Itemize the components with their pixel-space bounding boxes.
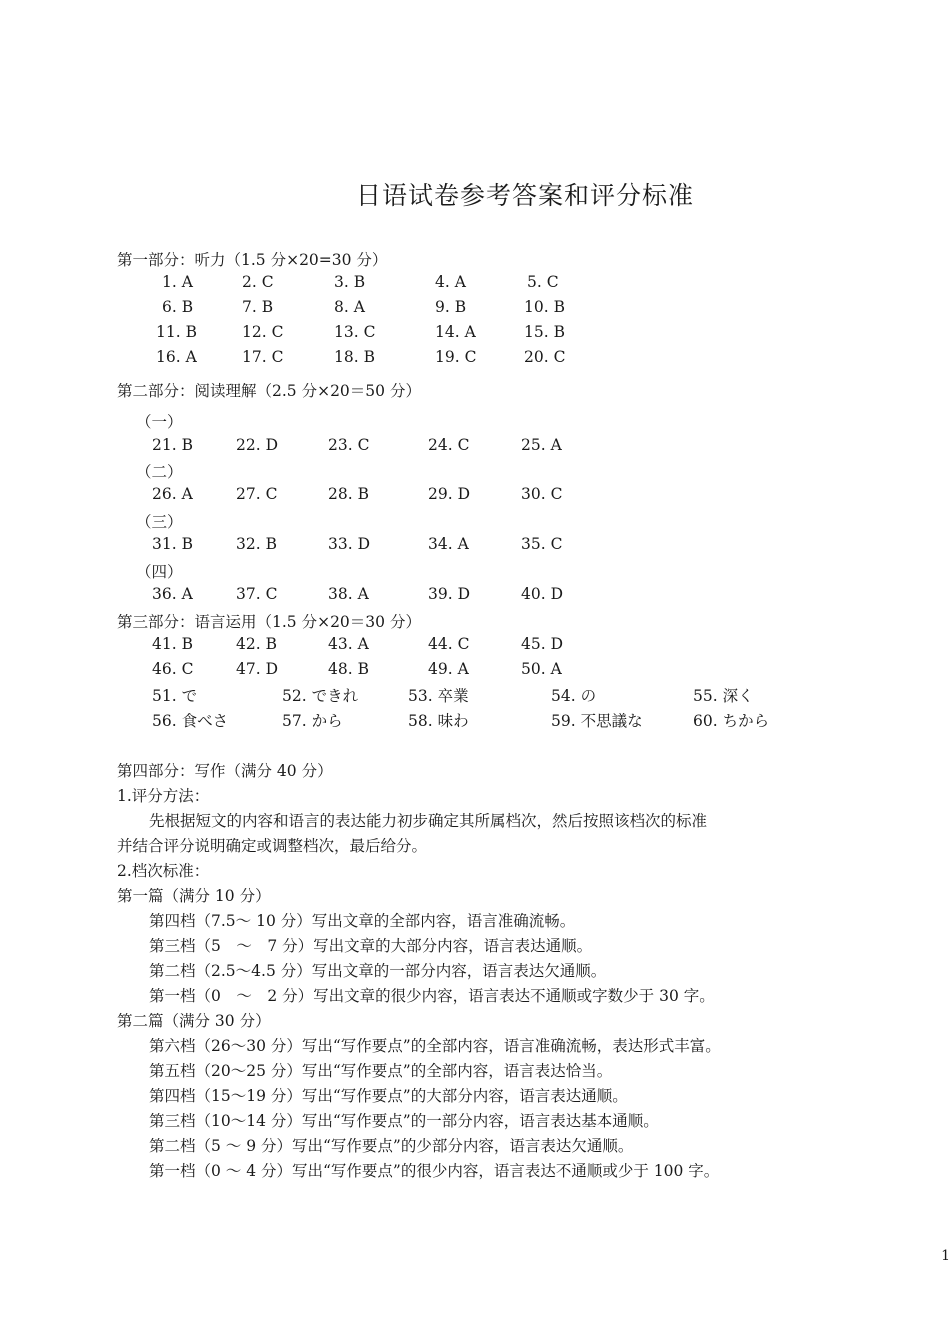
answer: 34. A xyxy=(428,535,469,553)
answer: 50. A xyxy=(521,660,562,678)
answer: 22. D xyxy=(236,436,279,454)
answer: 38. A xyxy=(328,585,369,603)
answer: 33. D xyxy=(328,535,371,553)
answer: 19. C xyxy=(435,348,477,366)
essay2-line: 第一档（0 ～ 4 分）写出“写作要点”的很少内容，语言表达不通顺或少于 100 字。 xyxy=(149,1162,720,1180)
answer: 31. B xyxy=(152,535,193,553)
answer: 51. で xyxy=(152,687,198,705)
answer: 26. A xyxy=(152,485,193,503)
answer: 55. 深く xyxy=(693,687,754,705)
answer: 56. 食べさ xyxy=(152,712,229,730)
answer: 44. C xyxy=(428,635,470,653)
part4-heading: 第四部分：写作（满分 40 分） xyxy=(117,762,333,780)
answer: 28. B xyxy=(328,485,369,503)
answer: 25. A xyxy=(521,436,562,454)
answer: 3. B xyxy=(334,273,366,291)
essay1-line: 第四档（7.5～ 10 分）写出文章的全部内容，语言准确流畅。 xyxy=(149,912,576,930)
answer: 12. C xyxy=(242,323,284,341)
answer: 58. 味わ xyxy=(408,712,469,730)
answer: 14. A xyxy=(435,323,476,341)
answer: 40. D xyxy=(521,585,564,603)
answer: 57. から xyxy=(282,712,343,730)
answer: 60. ちから xyxy=(693,712,770,730)
essay1-heading: 第一篇（满分 10 分） xyxy=(117,887,271,905)
answer: 20. C xyxy=(524,348,566,366)
group-label: （四） xyxy=(136,563,183,581)
essay2-line: 第六档（26～30 分）写出“写作要点”的全部内容，语言准确流畅，表达形式丰富。 xyxy=(149,1037,721,1055)
essay2-heading: 第二篇（满分 30 分） xyxy=(117,1012,271,1030)
method-line: 并结合评分说明确定或调整档次，最后给分。 xyxy=(117,837,428,855)
answer: 7. B xyxy=(242,298,274,316)
answer: 15. B xyxy=(524,323,565,341)
method-line: 先根据短文的内容和语言的表达能力初步确定其所属档次，然后按照该档次的标准 xyxy=(149,812,708,830)
essay2-line: 第五档（20～25 分）写出“写作要点”的全部内容，语言表达恰当。 xyxy=(149,1062,613,1080)
answer: 5. C xyxy=(527,273,559,291)
answer: 30. C xyxy=(521,485,563,503)
answer: 53. 卒業 xyxy=(408,687,469,705)
page-number: 1 xyxy=(941,1248,950,1264)
answer: 37. C xyxy=(236,585,278,603)
answer: 23. C xyxy=(328,436,370,454)
essay1-line: 第三档（5 ～ 7 分）写出文章的大部分内容，语言表达通顺。 xyxy=(149,937,593,955)
answer: 10. B xyxy=(524,298,565,316)
answer: 17. C xyxy=(242,348,284,366)
essay2-line: 第三档（10～14 分）写出“写作要点”的一部分内容，语言表达基本通顺。 xyxy=(149,1112,659,1130)
answer: 29. D xyxy=(428,485,471,503)
answer: 27. C xyxy=(236,485,278,503)
method-heading: 1.评分方法： xyxy=(117,787,210,805)
answer: 9. B xyxy=(435,298,467,316)
part1-heading: 第一部分：听力（1.5 分×20=30 分） xyxy=(117,251,388,269)
part2-heading: 第二部分：阅读理解（2.5 分×20＝50 分） xyxy=(117,382,421,400)
answer: 43. A xyxy=(328,635,369,653)
answer: 21. B xyxy=(152,436,193,454)
essay2-line: 第四档（15～19 分）写出“写作要点”的大部分内容，语言表达通顺。 xyxy=(149,1087,628,1105)
answer: 49. A xyxy=(428,660,469,678)
answer: 18. B xyxy=(334,348,375,366)
answer: 32. B xyxy=(236,535,277,553)
answer: 1. A xyxy=(162,273,193,291)
group-label: （三） xyxy=(136,513,183,531)
answer: 48. B xyxy=(328,660,369,678)
page-title: 日语试卷参考答案和评分标准 xyxy=(355,181,694,210)
essay2-line: 第二档（5 ～ 9 分）写出“写作要点”的少部分内容，语言表达欠通顺。 xyxy=(149,1137,634,1155)
answer: 24. C xyxy=(428,436,470,454)
answer: 52. できれ xyxy=(282,687,359,705)
answer: 16. A xyxy=(156,348,197,366)
essay1-line: 第二档（2.5～4.5 分）写出文章的一部分内容，语言表达欠通顺。 xyxy=(149,962,607,980)
answer: 39. D xyxy=(428,585,471,603)
answer: 36. A xyxy=(152,585,193,603)
answer: 8. A xyxy=(334,298,365,316)
answer: 59. 不思議な xyxy=(551,712,643,730)
answer: 13. C xyxy=(334,323,376,341)
part3-heading: 第三部分：语言运用（1.5 分×20＝30 分） xyxy=(117,613,421,631)
answer: 6. B xyxy=(162,298,194,316)
answer: 46. C xyxy=(152,660,194,678)
standard-heading: 2.档次标准： xyxy=(117,862,210,880)
answer: 42. B xyxy=(236,635,277,653)
answer: 45. D xyxy=(521,635,564,653)
answer: 2. C xyxy=(242,273,274,291)
answer: 41. B xyxy=(152,635,193,653)
answer: 4. A xyxy=(435,273,466,291)
answer: 11. B xyxy=(156,323,197,341)
answer: 54. の xyxy=(551,687,597,705)
group-label: （一） xyxy=(136,413,183,431)
answer: 35. C xyxy=(521,535,563,553)
group-label: （二） xyxy=(136,463,183,481)
answer: 47. D xyxy=(236,660,279,678)
essay1-line: 第一档（0 ～ 2 分）写出文章的很少内容，语言表达不通顺或字数少于 30 字。 xyxy=(149,987,715,1005)
